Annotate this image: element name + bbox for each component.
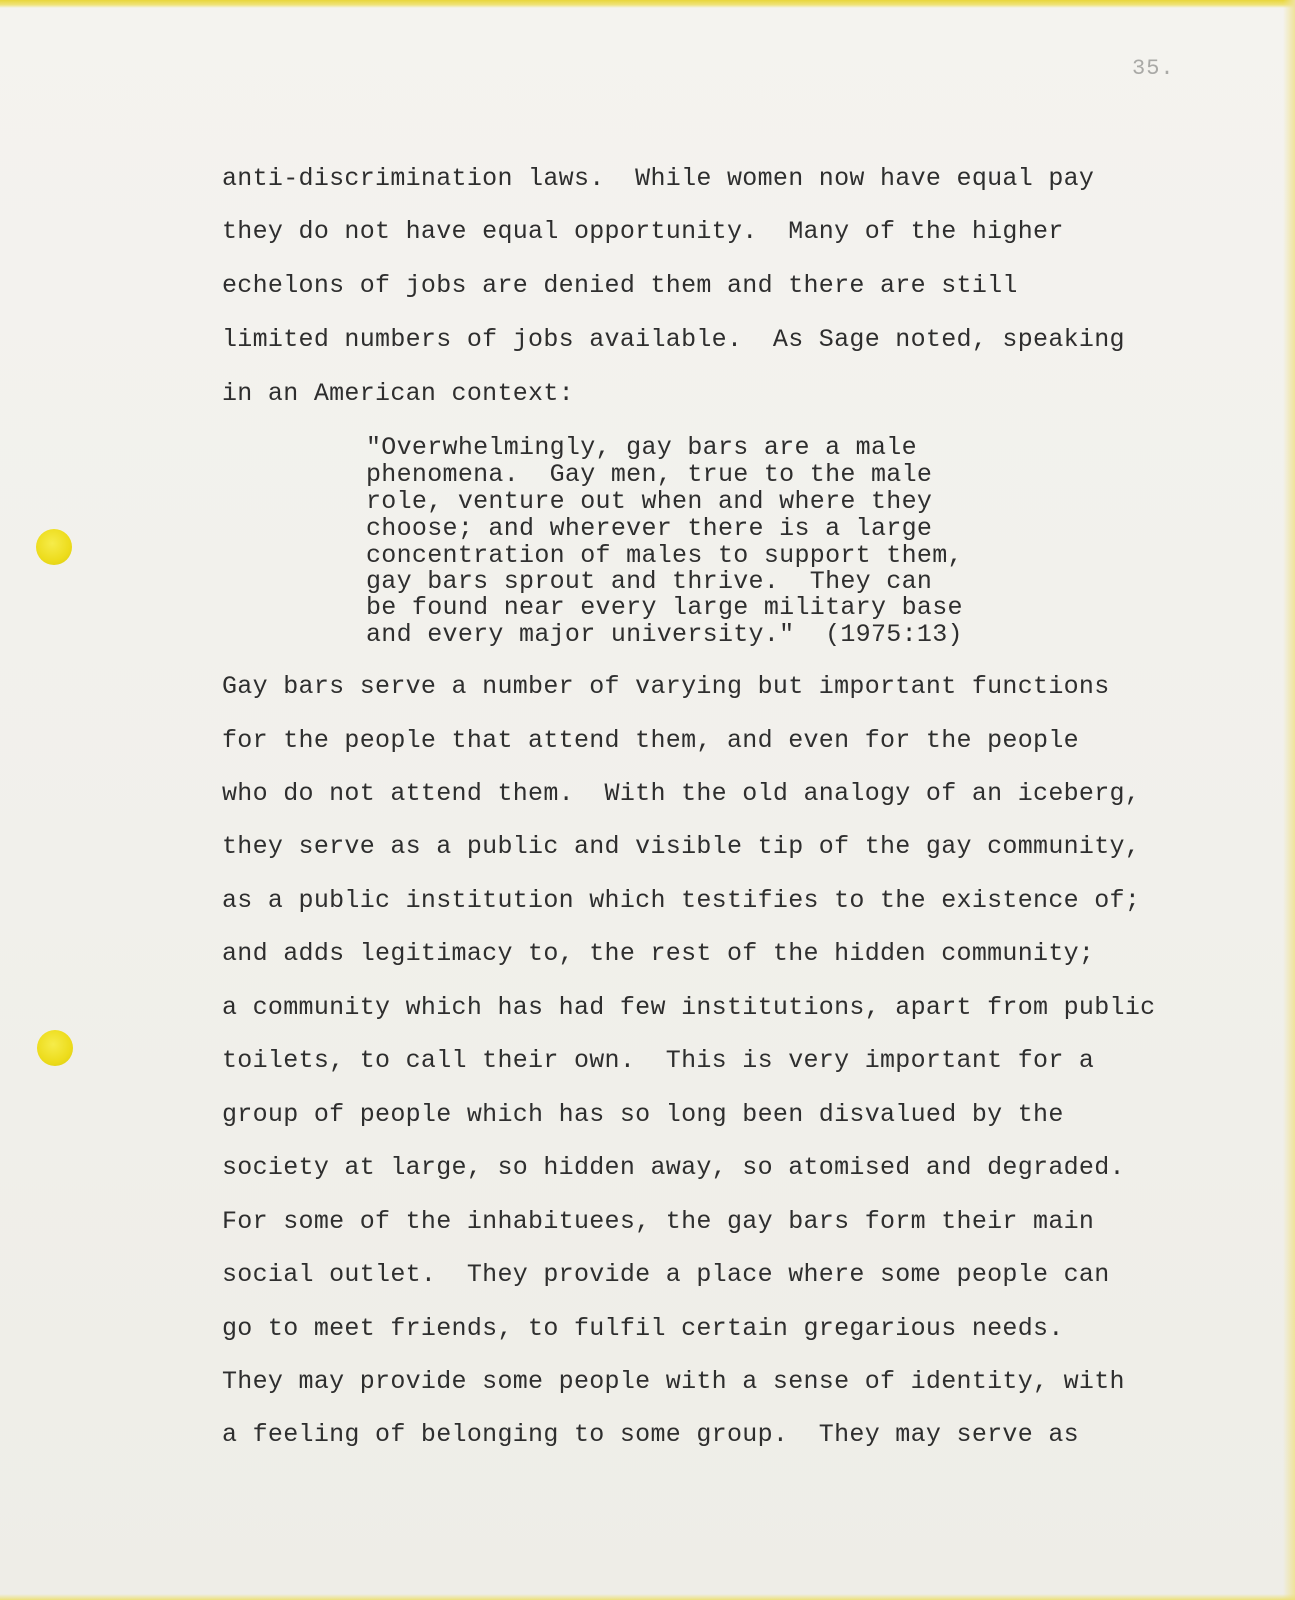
binder-hole-reinforcement [36, 529, 72, 565]
text-line: and adds legitimacy to, the rest of the hidden community; [222, 939, 1095, 968]
yellow-right-edge [1283, 0, 1295, 1600]
text-line: as a public institution which testifies to the existence of; [222, 886, 1141, 915]
text-line: limited numbers of jobs available. As Sage noted, speaking [222, 325, 1125, 354]
text-line: society at large, so hidden away, so atomised and degraded. [222, 1153, 1125, 1182]
text-line: Gay bars serve a number of varying but important functions [222, 672, 1110, 701]
quote-line: gay bars sprout and thrive. They can [366, 567, 933, 596]
yellow-top-edge [0, 0, 1295, 8]
quote-line: "Overwhelmingly, gay bars are a male [366, 433, 917, 462]
text-line: They may provide some people with a sense of identity, with [222, 1367, 1125, 1396]
yellow-bottom-edge [0, 1594, 1295, 1600]
text-line: who do not attend them. With the old analogy of an iceberg, [222, 779, 1141, 808]
quote-line: be found near every large military base [366, 593, 963, 622]
text-line: a feeling of belonging to some group. They may serve as [222, 1420, 1079, 1449]
page-number: 35. [1132, 56, 1175, 81]
text-line: a community which has had few institutions, apart from public [222, 993, 1156, 1022]
binder-hole-reinforcement [37, 1030, 73, 1066]
text-line: anti-discrimination laws. While women now have equal pay [222, 164, 1095, 193]
text-line: in an American context: [222, 379, 574, 408]
text-line: social outlet. They provide a place where some people can [222, 1260, 1110, 1289]
text-line: For some of the inhabituees, the gay bars form their main [222, 1207, 1095, 1236]
text-line: group of people which has so long been disvalued by the [222, 1100, 1064, 1129]
quote-line: role, venture out when and where they [366, 487, 933, 516]
text-line: they serve as a public and visible tip of the gay community, [222, 832, 1141, 861]
quote-line: and every major university." (1975:13) [366, 620, 963, 649]
text-line: go to meet friends, to fulfil certain gregarious needs. [222, 1314, 1064, 1343]
quote-line: phenomena. Gay men, true to the male [366, 460, 933, 489]
text-line: they do not have equal opportunity. Many of the higher [222, 217, 1064, 246]
text-line: toilets, to call their own. This is very important for a [222, 1046, 1095, 1075]
text-line: for the people that attend them, and even for the people [222, 726, 1079, 755]
quote-line: concentration of males to support them, [366, 541, 963, 570]
quote-line: choose; and wherever there is a large [366, 514, 933, 543]
text-line: echelons of jobs are denied them and there are still [222, 271, 1018, 300]
